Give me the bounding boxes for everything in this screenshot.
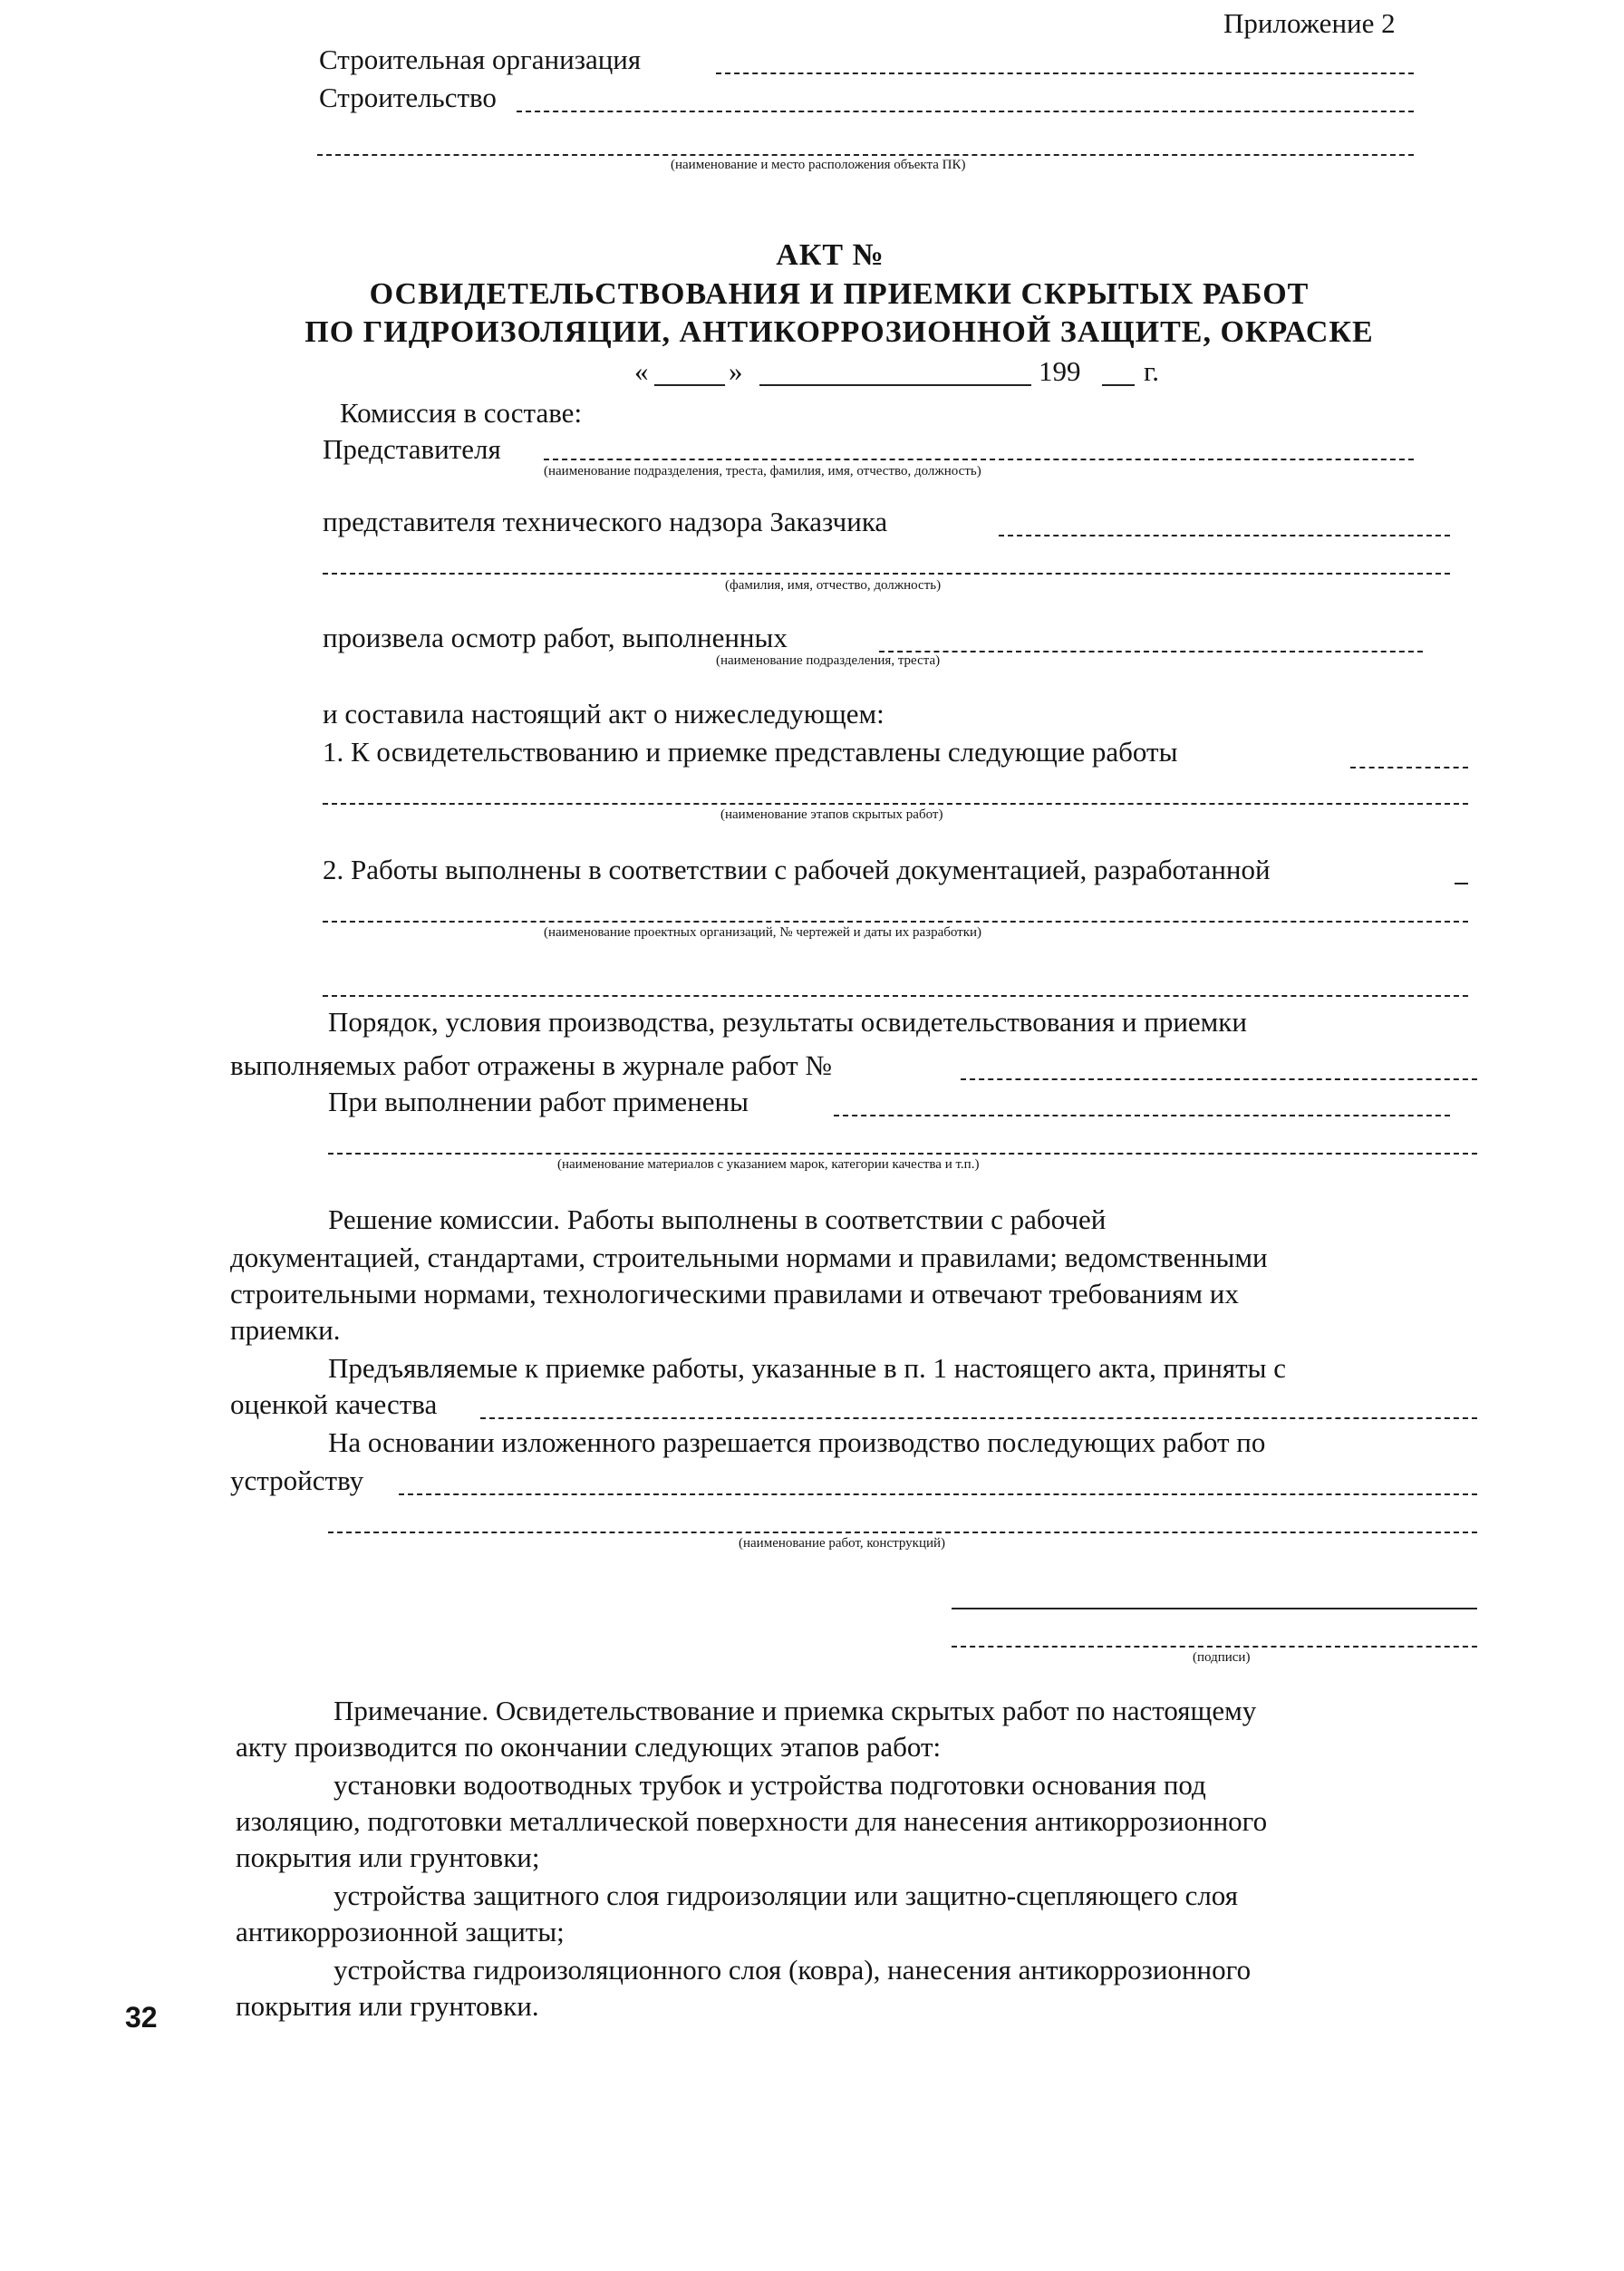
object-caption: (наименование и место расположения объекта ПК) <box>671 158 966 172</box>
journal-number-line[interactable] <box>961 1078 1477 1080</box>
object-field-line[interactable] <box>317 154 1414 156</box>
inspected-label: произвела осмотр работ, выполненных <box>323 622 788 653</box>
date-month-line[interactable] <box>759 384 1031 386</box>
item2-field-line-2[interactable] <box>323 921 1468 923</box>
date-year-suffix: г. <box>1144 355 1159 387</box>
supervision-field-line-2[interactable] <box>323 573 1450 575</box>
signatures-caption: (подписи) <box>1193 1650 1251 1665</box>
decision-p3-line1: На основании изложенного разрешается производство последующих работ по <box>328 1426 1266 1458</box>
note-line1: Примечание. Освидетельствование и приемка скрытых работ по настоящему <box>334 1695 1257 1726</box>
next-works-line[interactable] <box>399 1493 1477 1495</box>
item1-caption: (наименование этапов скрытых работ) <box>720 807 943 822</box>
item1-text: 1. К освидетельствованию и приемке представлены следующие работы <box>323 736 1178 768</box>
inspected-caption: (наименование подразделения, треста) <box>716 653 941 668</box>
date-year: 199 <box>1039 355 1081 387</box>
construction-label: Строительство <box>319 82 497 113</box>
act-title-line1: ОСВИДЕТЕЛЬСТВОВАНИЯ И ПРИЕМКИ СКРЫТЫХ РАБОТ <box>369 277 1310 311</box>
applied-caption: (наименование материалов с указанием марок, категории качества и т.п.) <box>557 1157 980 1172</box>
item2-field-line[interactable] <box>1455 883 1468 884</box>
note-line9: покрытия или грунтовки. <box>236 1990 539 2022</box>
decision-p1-line4: приемки. <box>230 1314 341 1346</box>
decision-p1-line3: строительными нормами, технологическими правилами и отвечают требованиям их <box>230 1278 1239 1309</box>
representative-field-line[interactable] <box>544 459 1414 460</box>
decision-p2-line1: Предъявляемые к приемке работы, указанные в п. 1 настоящего акта, приняты с <box>328 1352 1286 1384</box>
decision-p1-line1: Решение комиссии. Работы выполнены в соответствии с рабочей <box>328 1203 1107 1235</box>
applied-label: При выполнении работ применены <box>328 1086 749 1117</box>
supervision-caption: (фамилия, имя, отчество, должность) <box>725 578 942 593</box>
order-line1: Порядок, условия производства, результаты освидетельствования и приемки <box>328 1006 1247 1038</box>
date-quote-open: « <box>634 355 649 387</box>
supervision-label: представителя технического надзора Заказчика <box>323 506 888 537</box>
date-day-line[interactable] <box>654 384 725 386</box>
act-number-title: АКТ № <box>776 238 884 272</box>
date-quote-close: » <box>729 355 743 387</box>
signature-line-1[interactable] <box>952 1608 1477 1609</box>
item2-text: 2. Работы выполнены в соответствии с рабочей документацией, разработанной <box>323 854 1271 885</box>
decision-p2-line2: оценкой качества <box>230 1388 438 1420</box>
order-line2: выполняемых работ отражены в журнале работ № <box>230 1049 832 1081</box>
note-line4: изоляцию, подготовки металлической поверхности для нанесения антикоррозионного <box>236 1805 1268 1837</box>
applied-field-line-2[interactable] <box>328 1153 1477 1155</box>
inspected-field-line[interactable] <box>879 651 1423 652</box>
representative-label: Представителя <box>323 433 501 465</box>
representative-caption: (наименование подразделения, треста, фамилия, имя, отчество, должность) <box>544 464 981 478</box>
composed-text: и составила настоящий акт о нижеследующем: <box>323 698 884 730</box>
org-label: Строительная организация <box>319 43 642 75</box>
commission-intro: Комиссия в составе: <box>340 397 583 429</box>
signature-line-2[interactable] <box>952 1646 1477 1648</box>
next-works-caption: (наименование работ, конструкций) <box>739 1536 946 1551</box>
item2-caption: (наименование проектных организаций, № чертежей и даты их разработки) <box>544 925 982 940</box>
act-title-line2: ПО ГИДРОИЗОЛЯЦИИ, АНТИКОРРОЗИОННОЙ ЗАЩИТЕ, ОКРАСКЕ <box>304 315 1374 349</box>
quality-rating-line[interactable] <box>480 1417 1477 1419</box>
item1-field-line-2[interactable] <box>323 803 1468 805</box>
supervision-field-line[interactable] <box>999 535 1450 536</box>
org-field-line[interactable] <box>716 72 1414 74</box>
page-number: 32 <box>125 2001 158 2034</box>
note-line2: акту производится по окончании следующих этапов работ: <box>236 1731 942 1763</box>
item1-field-line[interactable] <box>1350 767 1468 768</box>
applied-field-line[interactable] <box>834 1115 1450 1116</box>
note-line8: устройства гидроизоляционного слоя (ковра), нанесения антикоррозионного <box>334 1954 1252 1986</box>
appendix-label: Приложение 2 <box>1223 7 1396 39</box>
note-line7: антикоррозионной защиты; <box>236 1916 565 1947</box>
next-works-line-2[interactable] <box>328 1532 1477 1533</box>
decision-p1-line2: документацией, стандартами, строительными нормами и правилами; ведомственными <box>230 1242 1268 1273</box>
note-line6: устройства защитного слоя гидроизоляции или защитно-сцепляющего слоя <box>334 1880 1238 1911</box>
note-line5: покрытия или грунтовки; <box>236 1841 540 1873</box>
date-year-line[interactable] <box>1102 384 1135 386</box>
note-line3: установки водоотводных трубок и устройства подготовки основания под <box>334 1769 1206 1801</box>
construction-field-line[interactable] <box>517 111 1414 112</box>
item2-field-line-3[interactable] <box>323 995 1468 997</box>
decision-p3-line2: устройству <box>230 1464 364 1496</box>
